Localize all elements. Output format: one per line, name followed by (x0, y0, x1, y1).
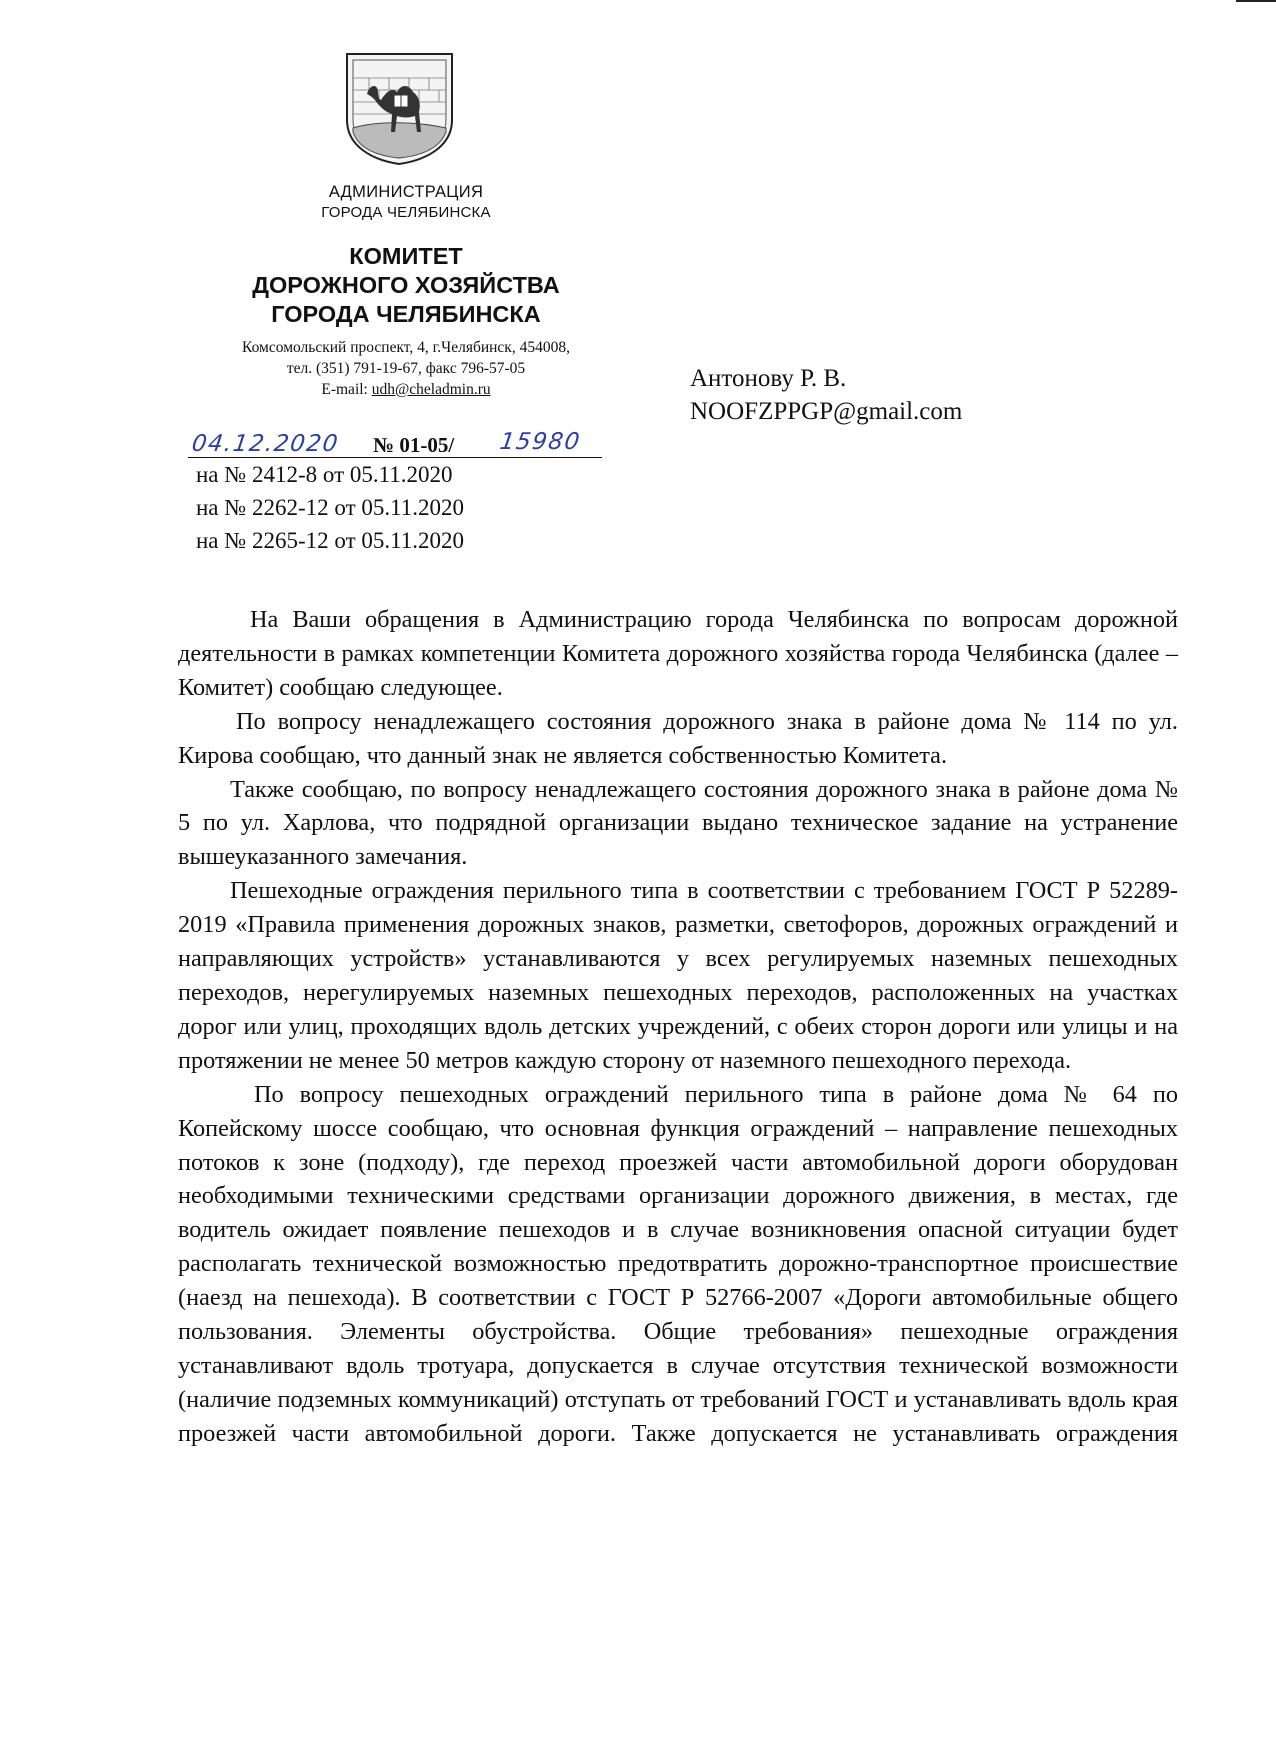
email-line (180, 379, 632, 400)
committee-email-link[interactable]: udh@cheladmin.ru (371, 381, 491, 398)
scan-edge-mark (1236, 0, 1276, 2)
registration-number-prefix: № 01-05/ (373, 433, 455, 457)
administration-line1: АДМИНИСТРАЦИЯ (328, 183, 484, 201)
address-line2: тел. (351) 791-19-67, факс 796-57-05 (286, 360, 526, 377)
body-paragraph: Пешеходные ограждения перильного типа в соответствии с требованием ГОСТ Р 52289-2019 «Правила применения дорожных знаков, разметки, светофоров, дорожных ограждений и направляющих устройств» устанавливаются у всех регулируемых наземных пешеходных переходов, нерегулируемых наземных пешеходных переходов, расположенных на участках дорог или улиц, проходящих вдоль детских учреждений, с обеих сторон дороги или улицы и на протяжении не менее 50 метров каждую сторону от наземного пешеходного перехода. (178, 877, 1178, 1074)
committee-line1: КОМИТЕТ (349, 243, 463, 269)
body-paragraph: На Ваши обращения в Администрацию города Челябинска по вопросам дорожной деятельности в рамках компетенции Комитета дорожного хозяйства города Челябинска (далее – Комитет) сообщаю следующее. (178, 606, 1178, 701)
committee-line3: ГОРОДА ЧЕЛЯБИНСКА (271, 301, 541, 327)
reference-list (196, 458, 464, 557)
address-line1: Комсомольский проспект, 4, г.Челябинск, 454008, (242, 339, 570, 356)
coat-of-arms-icon (339, 50, 460, 167)
handwritten-registration-number: 15980 (498, 429, 583, 455)
body-paragraph: По вопросу ненадлежащего состояния дорожного знака в районе дома № 114 по ул. Кирова сообщаю, что данный знак не является собственностью Комитета. (178, 707, 1178, 769)
registration-line (188, 431, 602, 458)
letter-body (178, 603, 1178, 1451)
email-prefix: E-mail: (321, 381, 372, 398)
reference-item: на № 2412-8 от 05.11.2020 (196, 462, 453, 487)
addressee-block (690, 362, 962, 428)
addressee-name: Антонову Р. В. (690, 365, 847, 392)
committee-line2: ДОРОЖНОГО ХОЗЯЙСТВА (252, 272, 560, 298)
handwritten-date: 04.12.2020 (190, 431, 341, 457)
reference-item: на № 2262-12 от 05.11.2020 (196, 495, 465, 520)
addressee-email: NOOFZPPGP@gmail.com (690, 398, 963, 425)
committee-name (180, 242, 632, 329)
committee-address (180, 337, 632, 400)
body-paragraph: По вопросу пешеходных ограждений перильного типа в районе дома № 64 по Копейскому шоссе сообщаю, что основная функция ограждений – направление пешеходных потоков к зоне (подходу), где переход проезжей части автомобильной дороги оборудован необходимыми техническими средствами организации дорожного движения, в местах, где водитель ожидает появление пешеходов и в случае возникновения опасной ситуации будет располагать технической возможностью предотвратить дорожно-транспортное происшествие (наезд на пешехода). В соответствии с ГОСТ Р 52766-2007 «Дороги автомобильные общего пользования. Элементы обустройства. Общие требования» пешеходные ограждения устанавливают вдоль тротуара, допускается в случае отсутствия технической возможности (наличие подземных коммуникаций) отступать от требований ГОСТ и устанавливать вдоль края проезжей части автомобильной дороги. Также допускается не устанавливать ограждения (178, 1080, 1178, 1447)
administration-line2: ГОРОДА ЧЕЛЯБИНСКА (321, 204, 491, 221)
body-paragraph: Также сообщаю, по вопросу ненадлежащего состояния дорожного знака в районе дома № 5 по ул. Харлова, что подрядной организации выдано техническое задание на устранение вышеуказанного замечания. (178, 775, 1178, 871)
reference-item: на № 2265-12 от 05.11.2020 (196, 528, 465, 553)
